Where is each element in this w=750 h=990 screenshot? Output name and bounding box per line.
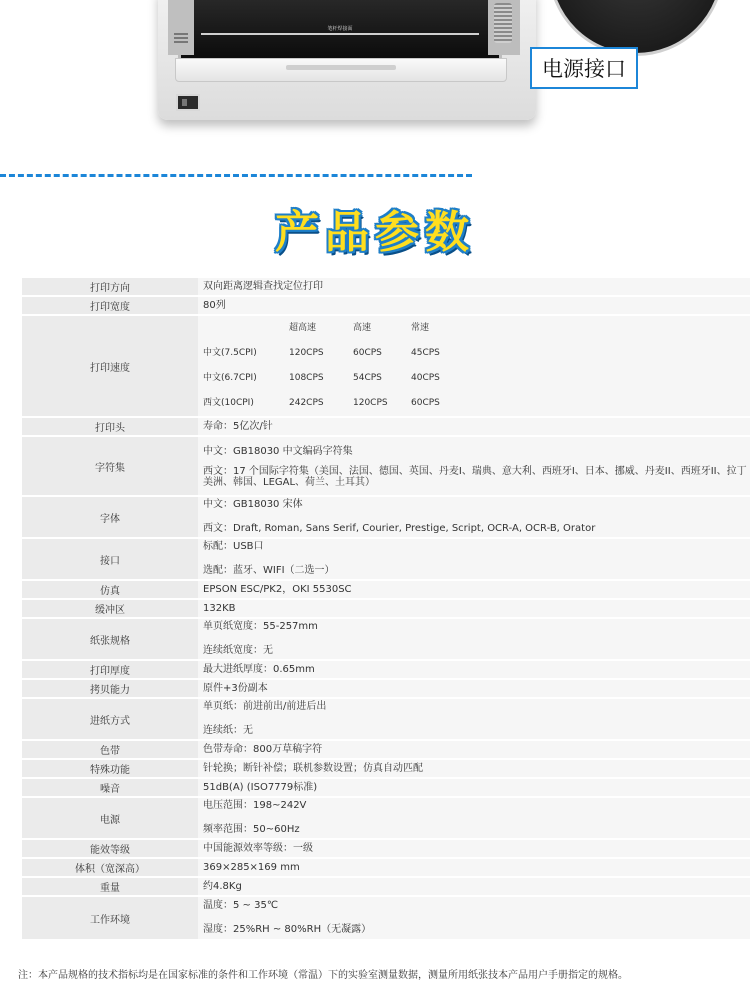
spec-value-line: 单页纸宽度：55-257mm — [203, 621, 318, 632]
spec-value — [198, 581, 750, 598]
spec-table — [22, 276, 750, 941]
spec-value — [198, 897, 750, 939]
spec-label: 纸张规格 — [22, 619, 198, 659]
spec-value — [198, 497, 750, 537]
spec-value-line: EPSON ESC/PK2，OKI 5530SC — [203, 583, 352, 595]
spec-value-line: 温度：5 ~ 35℃ — [203, 900, 279, 911]
spec-value — [198, 699, 750, 739]
spec-row-buffer — [22, 600, 750, 617]
spec-label: 打印头 — [22, 418, 198, 435]
spec-row-environment — [22, 897, 750, 939]
spec-value-line: 132KB — [203, 602, 236, 614]
speed-cell: 108CPS — [289, 373, 324, 383]
spec-value-line: 寿命：5亿次/针 — [203, 420, 273, 432]
spec-label: 色带 — [22, 741, 198, 758]
speed-header-cell: 超高速 — [289, 323, 317, 333]
printer-right-panel — [488, 0, 520, 55]
power-port-callout: 电源接口 — [530, 47, 638, 89]
spec-row-energy — [22, 840, 750, 857]
product-photo — [0, 0, 750, 140]
spec-label: 打印厚度 — [22, 661, 198, 678]
paper-slot — [286, 65, 396, 70]
spec-value-line: 连续纸：无 — [203, 725, 253, 736]
spec-value-line: 针轮换；断针补偿；联机参数设置；仿真自动匹配 — [203, 762, 423, 774]
spec-value-line: 中国能源效率等级：一级 — [203, 842, 313, 854]
spec-value-line: 标配：USB口 — [203, 541, 264, 552]
spec-row-charset — [22, 437, 750, 495]
spec-row-paper-feed — [22, 699, 750, 739]
spec-value-line: 原件+3份副本 — [203, 682, 268, 694]
spec-row-noise — [22, 779, 750, 796]
speed-cell: 120CPS — [289, 348, 324, 358]
spec-value-line: 西文：Draft, Roman, Sans Serif, Courier, Prestige, Script, OCR-A, OCR-B, Orator — [203, 523, 596, 534]
dashed-divider — [0, 174, 472, 177]
speed-cell: 40CPS — [411, 373, 440, 383]
spec-label: 进纸方式 — [22, 699, 198, 739]
spec-row-print-head — [22, 418, 750, 435]
spec-row-weight — [22, 878, 750, 895]
spec-value — [198, 859, 750, 876]
speed-cell: 242CPS — [289, 398, 324, 408]
printer-vent — [174, 33, 188, 45]
spec-row-print-speed — [22, 316, 750, 416]
spec-value-line: 西文：17 个国际字符集（美国、法国、德国、英国、丹麦I、瑞典、意大利、西班牙I、日本、挪威、丹麦II、西班牙II、拉丁美洲、韩国、LEGAL、荷兰、土耳其） — [203, 465, 747, 488]
speed-cell: 120CPS — [353, 398, 388, 408]
printer-window — [178, 0, 502, 61]
spec-label: 接口 — [22, 539, 198, 579]
footer-note: 注：本产品规格的技术指标均是在国家标准的条件和工作环境（常温）下的实验室测量数据，测量所用纸张技本产品用户手册指定的规格。 — [18, 970, 628, 981]
speed-cell: 45CPS — [411, 348, 440, 358]
spec-row-font — [22, 497, 750, 537]
spec-label: 缓冲区 — [22, 600, 198, 617]
spec-value — [198, 779, 750, 796]
spec-value — [198, 798, 750, 838]
spec-row-dimensions — [22, 859, 750, 876]
spec-value — [198, 619, 750, 659]
spec-value-line: 湿度：25%RH ~ 80%RH（无凝露） — [203, 924, 372, 935]
spec-label: 噪音 — [22, 779, 198, 796]
spec-value — [198, 878, 750, 895]
spec-row-special — [22, 760, 750, 777]
printer-left-panel — [168, 0, 194, 55]
speed-cell: 60CPS — [411, 398, 440, 408]
spec-label: 打印方向 — [22, 278, 198, 295]
spec-value-line: 电压范围：198~242V — [203, 800, 307, 811]
spec-value-line: 色带寿命：800万草稿字符 — [203, 743, 323, 755]
speed-cell: 60CPS — [353, 348, 382, 358]
spec-value — [198, 418, 750, 435]
printer-rail — [201, 33, 479, 35]
speed-grid — [203, 316, 750, 416]
spec-value — [198, 316, 750, 416]
spec-value-line: 最大进纸厚度：0.65mm — [203, 663, 315, 675]
spec-label: 打印速度 — [22, 316, 198, 416]
spec-row-print-thickness — [22, 661, 750, 678]
paper-tray — [175, 58, 507, 82]
spec-row-print-width — [22, 297, 750, 314]
platen-knob — [494, 3, 512, 43]
section-title: 产品参数 — [275, 207, 475, 258]
spec-value-line: 中文：GB18030 中文编码字符集 — [203, 445, 353, 457]
spec-row-paper-spec — [22, 619, 750, 659]
spec-value — [198, 760, 750, 777]
spec-label: 拷贝能力 — [22, 680, 198, 697]
speed-header-cell: 高速 — [353, 323, 372, 333]
spec-row-copy-ability — [22, 680, 750, 697]
spec-label: 重量 — [22, 878, 198, 895]
spec-value-line: 频率范围：50~60Hz — [203, 824, 300, 835]
spec-value-line: 连续纸宽度：无 — [203, 645, 273, 656]
spec-label: 字符集 — [22, 437, 198, 495]
spec-value — [198, 539, 750, 579]
spec-value — [198, 297, 750, 314]
spec-value-line: 约4.8Kg — [203, 880, 242, 892]
speed-cell: 中文(7.5CPI) — [203, 348, 257, 358]
spec-row-ribbon — [22, 741, 750, 758]
spec-value — [198, 741, 750, 758]
spec-label: 仿真 — [22, 581, 198, 598]
spec-value — [198, 680, 750, 697]
spec-value-line: 80列 — [203, 299, 226, 311]
spec-value-line: 51dB(A) (ISO7779标准) — [203, 781, 318, 793]
spec-row-power — [22, 798, 750, 838]
spec-value — [198, 437, 750, 495]
spec-value-line: 选配：蓝牙、WIFI（二选一） — [203, 565, 335, 576]
spec-value — [198, 840, 750, 857]
spec-row-interface — [22, 539, 750, 579]
spec-label: 体积（宽深高） — [22, 859, 198, 876]
printer-window-text: 笔杆焊接面 — [327, 26, 353, 32]
speed-cell: 西文(10CPI) — [203, 398, 254, 408]
spec-value — [198, 661, 750, 678]
spec-label: 字体 — [22, 497, 198, 537]
spec-value-line: 369×285×169 mm — [203, 861, 300, 873]
spec-value-line: 单页纸：前进前出/前进后出 — [203, 701, 327, 712]
spec-row-emulation — [22, 581, 750, 598]
speed-cell: 中文(6.7CPI) — [203, 373, 257, 383]
speed-cell: 54CPS — [353, 373, 382, 383]
spec-label: 特殊功能 — [22, 760, 198, 777]
power-switch-icon — [176, 94, 200, 111]
spec-value — [198, 600, 750, 617]
spec-value-line: 双向距离逻辑查找定位打印 — [203, 280, 323, 292]
spec-label: 能效等级 — [22, 840, 198, 857]
spec-label: 工作环境 — [22, 897, 198, 939]
spec-label: 电源 — [22, 798, 198, 838]
spec-value-line: 中文：GB18030 宋体 — [203, 499, 303, 510]
spec-label: 打印宽度 — [22, 297, 198, 314]
speed-header-cell: 常速 — [411, 323, 430, 333]
spec-row-print-direction — [22, 278, 750, 295]
speed-header-cell — [203, 316, 289, 341]
spec-value — [198, 278, 750, 295]
